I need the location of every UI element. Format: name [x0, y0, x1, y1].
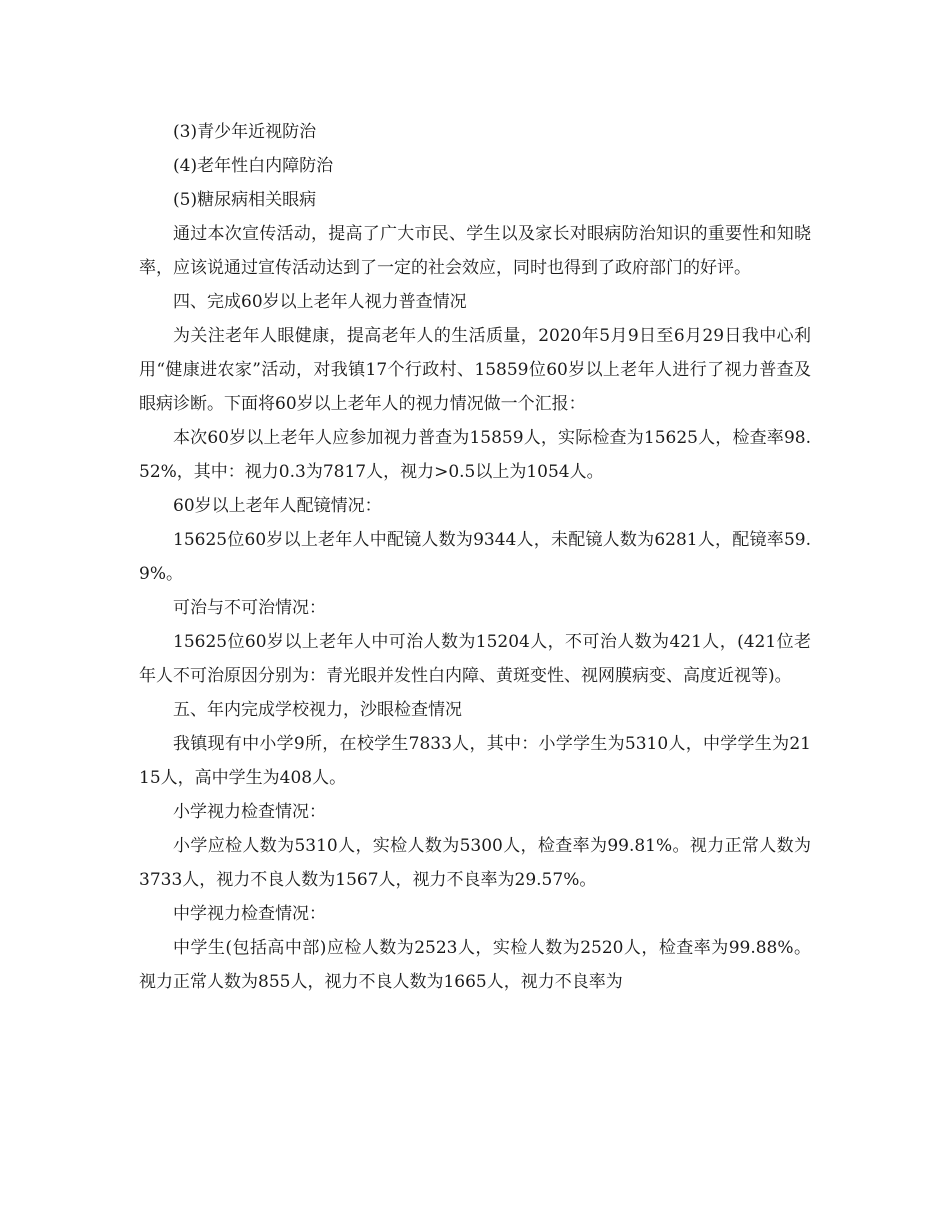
list-item-cataract: (4)老年性白内障防治	[173, 156, 334, 176]
paragraph-campaign-summary: 通过本次宣传活动，提高了广大市民、学生以及家长对眼病防治知识的重要性和知晓率，应该说通过宣传活动达到了一定的社会效应，同时也得到了政府部门的好评。	[139, 224, 811, 278]
paragraph-elderly-intro: 为关注老年人眼健康，提高老年人的生活质量，2020年5月9日至6月29日我中心利用“健康进农家”活动，对我镇17个行政村、15859位60岁以上老年人进行了视力普查及眼病诊断。下面将60岁以上老年人的视力情况做一个汇报：	[139, 326, 811, 414]
paragraph-school-overview: 我镇现有中小学9所，在校学生7833人，其中：小学学生为5310人，中学学生为2115人，高中学生为408人。	[139, 734, 811, 788]
paragraph-glasses: 15625位60岁以上老年人中配镜人数为9344人，未配镜人数为6281人，配镜率59.9%。	[139, 530, 811, 584]
paragraph-primary: 小学应检人数为5310人，实检人数为5300人，检查率为99.81%。视力正常人数为3733人，视力不良人数为1567人，视力不良率为29.57%。	[139, 836, 811, 890]
list-item-diabetes: (5)糖尿病相关眼病	[173, 190, 317, 210]
subheading-secondary: 中学视力检查情况：	[173, 904, 326, 924]
subheading-glasses: 60岁以上老年人配镜情况：	[173, 496, 382, 516]
section-heading-school-screening: 五、年内完成学校视力，沙眼检查情况	[173, 700, 462, 720]
subheading-treatable: 可治与不可治情况：	[173, 598, 326, 618]
paragraph-elderly-results: 本次60岁以上老年人应参加视力普查为15859人，实际检查为15625人，检查率98.52%，其中：视力0.3为7817人，视力>0.5以上为1054人。	[139, 428, 811, 482]
document-body	[139, 115, 811, 999]
list-item-myopia: (3)青少年近视防治	[173, 122, 317, 142]
paragraph-secondary: 中学生(包括高中部)应检人数为2523人，实检人数为2520人，检查率为99.88%。视力正常人数为855人，视力不良人数为1665人，视力不良率为	[139, 938, 811, 992]
paragraph-treatable: 15625位60岁以上老年人中可治人数为15204人，不可治人数为421人，(421位老年人不可治原因分别为：青光眼并发性白内障、黄斑变性、视网膜病变、高度近视等)。	[139, 632, 811, 686]
subheading-primary: 小学视力检查情况：	[173, 802, 326, 822]
section-heading-elderly-screening: 四、完成60岁以上老年人视力普查情况	[173, 292, 467, 312]
